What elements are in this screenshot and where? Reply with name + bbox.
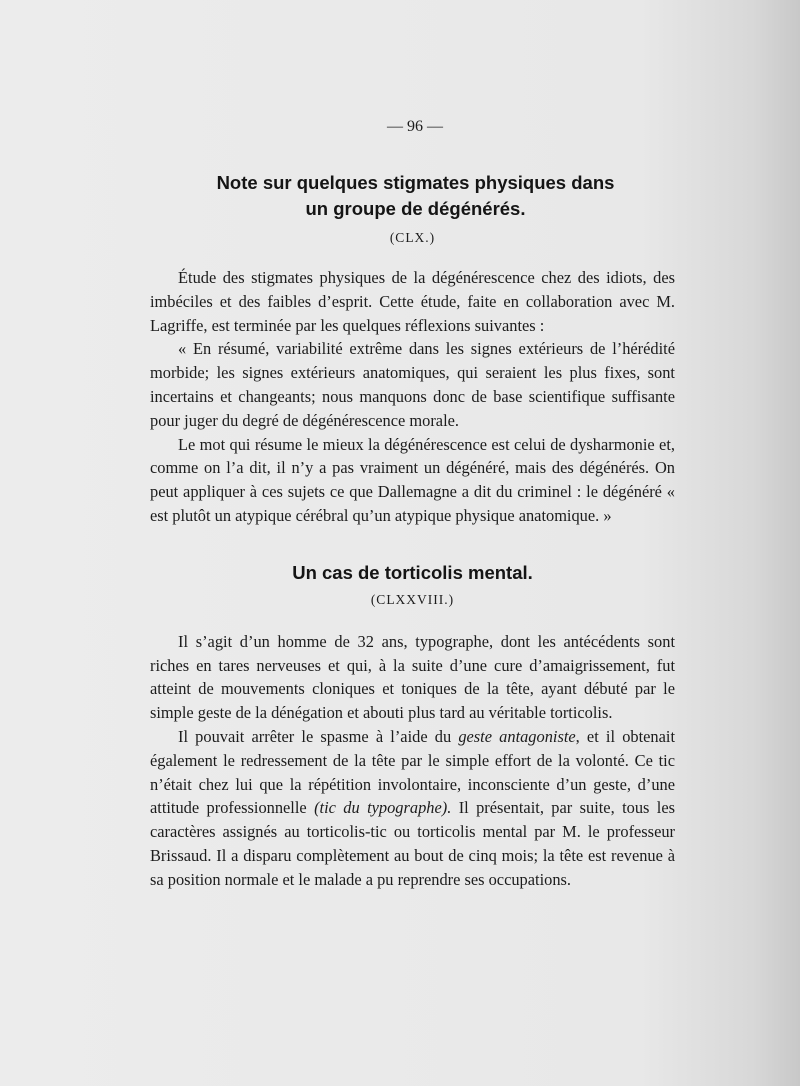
- section-body-torticolis: [150, 630, 675, 892]
- paragraph: Étude des stigmates physiques de la dégénérescence chez des idiots, des imbéciles et des faibles d’esprit. Cette étude, faite en collaboration avec M. Lagriffe, est terminée par les quelques réflexions suivantes :: [150, 268, 675, 335]
- text-run: , et il obtenait également le redressement de la tête par le simple effort de la volonté. Ce tic n’était chez lui que la répétition involontaire, inconsciente d’un geste, d’une attitude professionnelle: [150, 726, 676, 818]
- text-run: Il présentait, par suite, tous les caractères assignés au torticolis-tic ou torticolis mental par M. le professeur Brissaud. Il a disparu complètement au bout de cinq mois; la tête est revenue à sa position normale et le malade a pu reprendre ses occupations.: [150, 798, 675, 889]
- italic-term: geste antagoniste: [458, 726, 576, 746]
- section-body-stigmates: [150, 266, 675, 528]
- paragraph: [150, 725, 675, 892]
- page-content: [150, 118, 675, 892]
- section-title-torticolis: Un cas de torticolis mental.: [292, 561, 533, 583]
- text-run: Il pouvait arrêter le spasme à l’aide du: [178, 726, 459, 746]
- italic-term: (tic du typographe).: [314, 798, 452, 818]
- section-title-line-1: Note sur quelques stigmates physiques dans: [216, 172, 615, 193]
- paragraph: Il s’agit d’un homme de 32 ans, typographe, dont les antécédents sont riches en tares nerveuses et qui, à la suite d’une cure d’amaigrissement, fut atteint de mouvements cloniques et toniques de la tête, ayant débuté par le simple geste de la dénégation et abouti plus tard au véritable torticolis.: [150, 631, 675, 723]
- section-reference-clx: (CLX.): [389, 230, 436, 245]
- section-reference-clxxviii: (CLXXVIII.): [370, 591, 455, 607]
- section-title-stigmates: [150, 170, 675, 222]
- paragraph: « En résumé, variabilité extrême dans les signes extérieurs de l’hérédité morbide; les signes extérieurs anatomiques, qui seraient les plus fixes, sont incertains et changeants; nous manquons donc de base scientifique suffisante pour juger du degré de dégénérescence morale.: [150, 339, 675, 430]
- page-number: — 96 —: [387, 118, 443, 135]
- paragraph: Le mot qui résume le mieux la dégénérescence est celui de dysharmonie et, comme on l’a dit, il n’y a pas vraiment un dégénéré, mais des dégénérés. On peut appliquer à ces sujets ce que Dallemagne a dit du criminel : le dégénéré « est plutôt un atypique cérébral qu’un atypique physique anatomique. »: [150, 434, 675, 525]
- section-title-line-2: un groupe de dégénérés.: [305, 198, 526, 219]
